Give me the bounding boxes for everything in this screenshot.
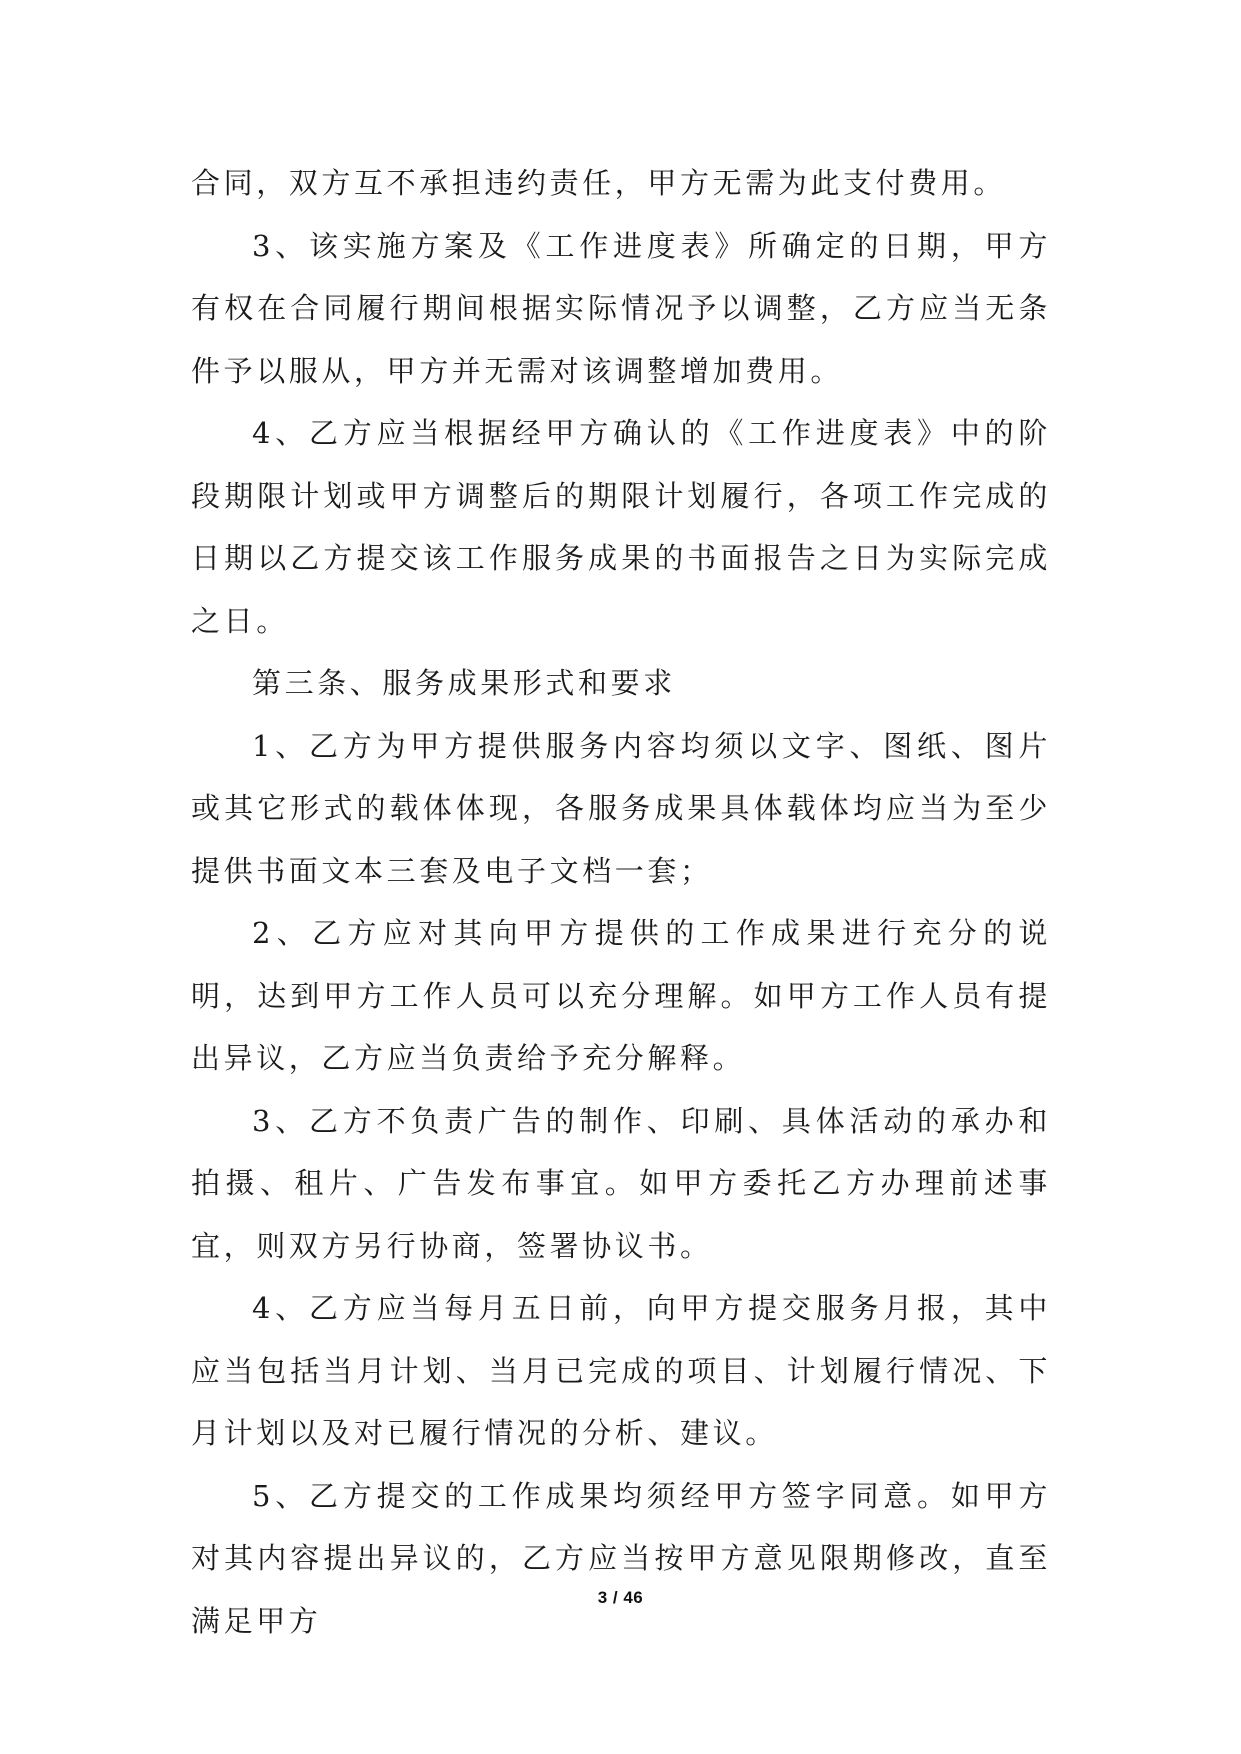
paragraph-clause-4-completion-date: 4、乙方应当根据经甲方确认的《工作进度表》中的阶段期限计划或甲方调整后的期限计划履行，各项工作完成的日期以乙方提交该工作服务成果的书面报告之日为实际完成之日。	[191, 416, 1051, 638]
paragraph-item-3-exclusions: 3、乙方不负责广告的制作、印刷、具体活动的承办和拍摄、租片、广告发布事宜。如甲方委托乙方办理前述事宜，则双方另行协商，签署协议书。	[191, 1103, 1051, 1263]
paragraph-contract-continuation: 合同，双方互不承担违约责任，甲方无需为此支付费用。	[191, 166, 1007, 200]
paragraph-clause-3-schedule-adjustment: 3、该实施方案及《工作进度表》所确定的日期，甲方有权在合同履行期间根据实际情况予以调整，乙方应当无条件予以服从，甲方并无需对该调整增加费用。	[191, 228, 1051, 388]
paragraph-item-2-explanation: 2、乙方应对其向甲方提供的工作成果进行充分的说明，达到甲方工作人员可以充分理解。如甲方工作人员有提出异议，乙方应当负责给予充分解释。	[191, 916, 1051, 1075]
paragraph-item-4-monthly-report: 4、乙方应当每月五日前，向甲方提交服务月报，其中应当包括当月计划、当月已完成的项目、计划履行情况、下月计划以及对已履行情况的分析、建议。	[191, 1291, 1051, 1450]
document-body	[191, 152, 1051, 1652]
paragraph-item-1-deliverable-format: 1、乙方为甲方提供服务内容均须以文字、图纸、图片或其它形式的载体体现，各服务成果具体载体均应当为至少提供书面文本三套及电子文档一套；	[191, 728, 1051, 888]
section-heading-article-3: 第三条、服务成果形式和要求	[252, 666, 676, 700]
paragraph-item-5-approval: 5、乙方提交的工作成果均须经甲方签字同意。如甲方对其内容提出异议的，乙方应当按甲方意见限期修改，直至满足甲方	[191, 1478, 1051, 1638]
page-number: 3 / 46	[597, 1588, 644, 1607]
